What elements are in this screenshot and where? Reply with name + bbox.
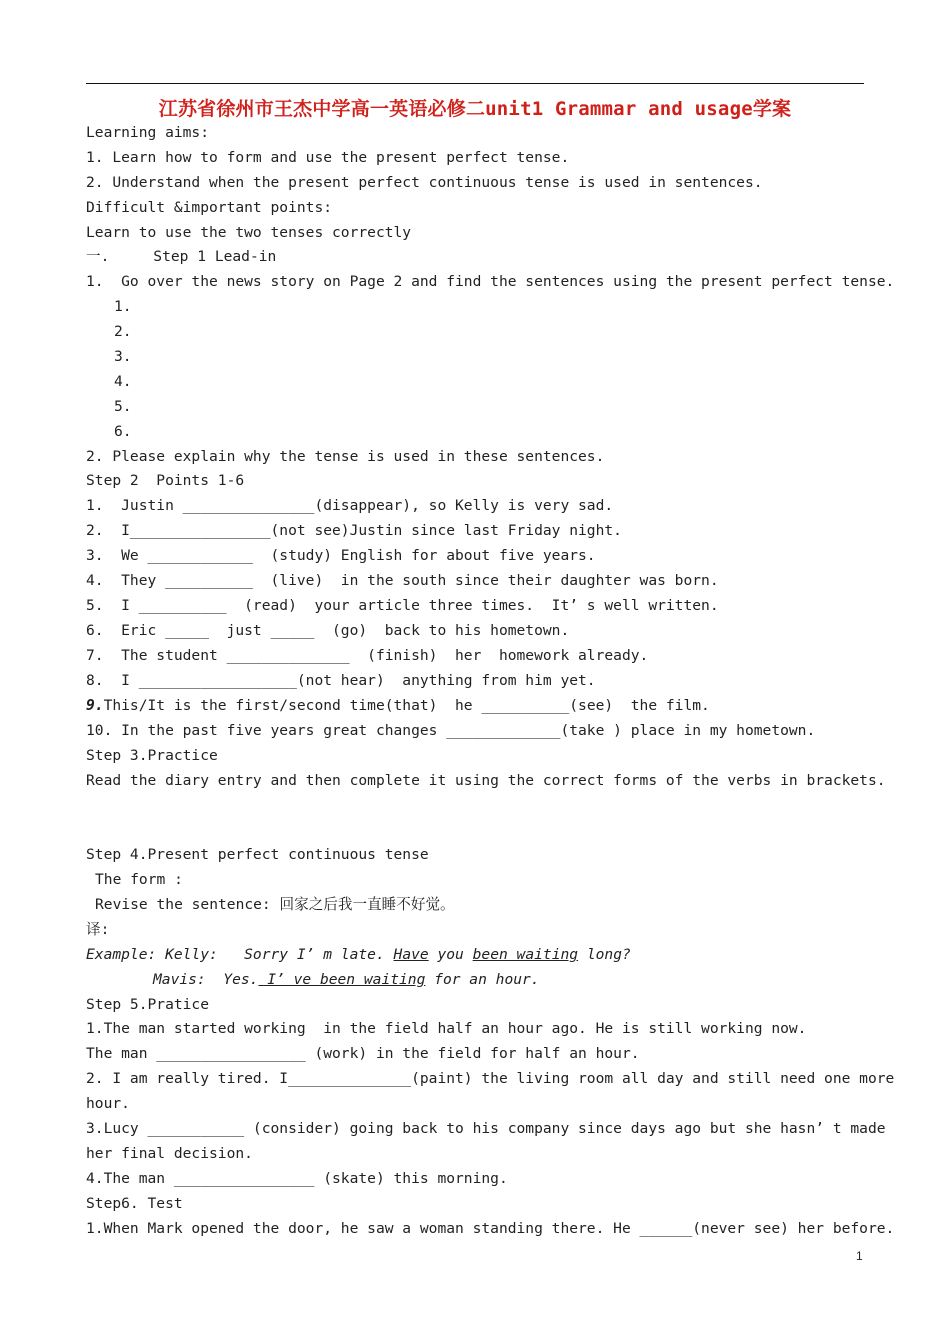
answer-number: 1.	[114, 298, 132, 315]
example-text: you	[428, 946, 473, 963]
aim-item-2: 2. Understand when the present perfect continuous tense is used in sentences.	[86, 174, 763, 191]
step5-heading: Step 5.Pratice	[86, 996, 210, 1013]
step6-heading: Step6. Test	[86, 1195, 183, 1212]
form-label: The form :	[95, 871, 183, 888]
points-heading: Difficult &important points:	[86, 199, 333, 216]
example-text: Mavis: Yes.	[153, 971, 259, 988]
example-underlined: Have	[393, 946, 429, 963]
exercise-item: 7. The student ______________ (finish) her homework already.	[86, 647, 649, 664]
item-9-text: This/It is the first/second time(that) he __________(see) the film.	[103, 697, 710, 714]
exercise-item: 3. We ____________ (study) English for about five years.	[86, 547, 596, 564]
step3-instructions: Read the diary entry and then complete it using the correct forms of the verbs in brackets.	[86, 772, 886, 789]
step1-question-2: 2. Please explain why the tense is used in these sentences.	[86, 448, 605, 465]
exercise-item-10: 10. In the past five years great changes _____________(take ) place in my hometown.	[86, 722, 816, 739]
exercise-item: 1. Justin _______________(disappear), so Kelly is very sad.	[86, 497, 614, 514]
test-question-1: 1.When Mark opened the door, he saw a woman standing there. He ______(never see) her before.	[86, 1220, 895, 1237]
example-line-1	[86, 946, 631, 964]
exercise-item: 5. I __________ (read) your article three times. It’ s well written.	[86, 597, 719, 614]
page-number: 1	[856, 1249, 863, 1263]
example-text: Example: Kelly: Sorry I’ m late.	[86, 946, 394, 963]
header-rule	[86, 83, 864, 84]
practice-line: The man _________________ (work) in the field for half an hour.	[86, 1045, 640, 1062]
example-text: for an hour.	[425, 971, 540, 988]
practice-line: hour.	[86, 1095, 130, 1112]
aims-heading: Learning aims:	[86, 124, 210, 141]
answer-number: 5.	[114, 398, 132, 415]
translate-label: 译:	[86, 921, 110, 938]
answer-number: 6.	[114, 423, 132, 440]
step4-heading: Step 4.Present perfect continuous tense	[86, 846, 429, 863]
example-line-2	[153, 971, 540, 989]
practice-line: 4.The man ________________ (skate) this morning.	[86, 1170, 508, 1187]
practice-line: her final decision.	[86, 1145, 253, 1162]
aim-item-1: 1. Learn how to form and use the present perfect tense.	[86, 149, 570, 166]
exercise-item-9	[86, 697, 710, 715]
revise-sentence: Revise the sentence: 回家之后我一直睡不好觉。	[95, 896, 455, 913]
answer-number: 4.	[114, 373, 132, 390]
answer-number: 2.	[114, 323, 132, 340]
step2-heading: Step 2 Points 1-6	[86, 472, 245, 489]
example-underlined: been waiting	[472, 946, 579, 963]
exercise-item: 4. They __________ (live) in the south since their daughter was born.	[86, 572, 719, 589]
example-text: long?	[578, 946, 631, 963]
exercise-item: 8. I __________________(not hear) anything from him yet.	[86, 672, 596, 689]
exercise-item: 2. I________________(not see)Justin since last Friday night.	[86, 522, 622, 539]
step1-question-1: 1. Go over the news story on Page 2 and find the sentences using the present perfect tense.	[86, 273, 895, 290]
item-9-number: 9.	[86, 697, 104, 714]
step1-heading: 一. Step 1 Lead-in	[86, 248, 277, 265]
document-title: 江苏省徐州市王杰中学高一英语必修二unit1 Grammar and usage学案	[158, 98, 792, 120]
answer-number: 3.	[114, 348, 132, 365]
step3-heading: Step 3.Practice	[86, 747, 218, 764]
exercise-item: 6. Eric _____ just _____ (go) back to his hometown.	[86, 622, 570, 639]
practice-line: 3.Lucy ___________ (consider) going back to his company since days ago but she hasn’ t made	[86, 1120, 886, 1137]
practice-line: 2. I am really tired. I______________(paint) the living room all day and still need one more	[86, 1070, 895, 1087]
example-underlined: I’ ve been waiting	[258, 971, 426, 988]
practice-line: 1.The man started working in the field half an hour ago. He is still working now.	[86, 1020, 807, 1037]
points-text: Learn to use the two tenses correctly	[86, 224, 412, 241]
